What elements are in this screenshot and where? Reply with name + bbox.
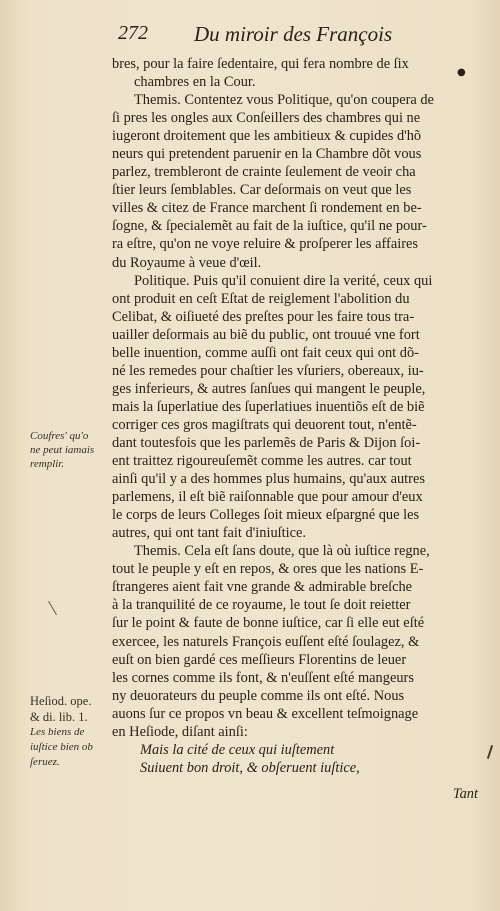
text-line: dant toutesfois que les parlemẽs de Paris & Dijon ſoi- — [112, 434, 421, 451]
text-line: Themis. Contentez vous Politique, qu'on coupera de — [134, 92, 434, 109]
margin-note-line: ne peut iamais — [30, 444, 95, 456]
margin-note-hesiod — [30, 693, 114, 770]
text-line: ſogne, & ſpecialemẽt au fait de la iuſtice, qu'il ne pour- — [112, 218, 427, 235]
margin-note-line: iuſtice bien ob — [30, 741, 93, 753]
verse-line: Suiuent bon droit, & obſeruent iuſtice, — [140, 759, 360, 776]
text-line: mais la ſuperlatiue des ſuperlatiues inuentiõs eſt de biẽ — [112, 398, 425, 415]
margin-note-line: ſeruez. — [30, 756, 60, 768]
text-line: à la tranquilité de ce royaume, le tout ſe doit reietter — [112, 597, 411, 614]
text-line: né les remedes pour chaſtier les vſuriers, obereaux, iu- — [112, 362, 424, 379]
text-line: ra eſtre, qu'on ne voye reluire & proſperer les affaires — [112, 236, 418, 253]
margin-note-line: Les biens de — [30, 726, 85, 738]
text-line: exercee, les naturels François euſſent eſté ſoulagez, & — [112, 633, 420, 650]
text-line: ſtier leurs ſemblables. Car deſormais on veut que les — [112, 182, 412, 199]
text-line: tout le peuple y eſt en repos, & ores que les nations E- — [112, 561, 424, 578]
text-line: iugeront droitement que les ambitieux & cupides d'hõ — [112, 128, 422, 145]
printer-mark: ● — [457, 67, 466, 78]
margin-note-line: & di. lib. 1. — [30, 710, 88, 724]
text-line: bres, pour la faire ſedentaire, qui fera nombre de ſix — [112, 56, 409, 72]
body-text — [112, 55, 484, 803]
text-line: Celibat, & oiſiueté des preſtes pour les faire tous tra- — [112, 308, 415, 325]
text-line: ainſi qu'il y a des hommes plus humains, qu'aux autres — [112, 471, 425, 488]
text-line: Themis. Cela eſt ſans doute, que là où iuſtice regne, — [134, 543, 430, 560]
catchword: Tant — [452, 785, 478, 802]
margin-note-line: remplir. — [30, 458, 65, 470]
text-line: chambres en la Cour. — [134, 74, 256, 91]
text-line: ont produit en ceſt Eſtat de reiglement l'abolition du — [112, 290, 410, 307]
text-line: du Royaume à veue d'œil. — [112, 254, 262, 271]
text-line: ſur le point & faute de bonne iuſtice, car ſi elle eut eſté — [112, 615, 425, 632]
text-line: parlez, trembleront de crainte ſeulement de veoir cha — [112, 164, 416, 181]
ink-mark — [48, 601, 57, 615]
text-line: le corps de leurs Colleges ſoit mieux eſpargné que les — [112, 507, 420, 524]
text-line: ny deuorateurs du peuple comme ils ont eſté. Nous — [112, 687, 405, 704]
text-line: autres, qui ont tant fait d'iniuſtice. — [112, 525, 307, 542]
text-line: auons ſur ce propos vn beau & excellent teſmoignage — [112, 705, 419, 722]
text-line: ſi pres les ongles aux Conſeillers des chambres qui ne — [112, 110, 421, 127]
page-number: 272 — [118, 22, 148, 44]
margin-note-line: Heſiod. ope. — [30, 694, 92, 708]
verse-line: Mais la cité de ceux qui iuſtement — [140, 741, 335, 758]
text-line: euſt on bien gardé ces meſſieurs Florentins de leuer — [112, 651, 407, 668]
text-line: Politique. Puis qu'il conuient dire la verité, ceux qui — [134, 272, 433, 289]
text-line: ſtrangeres aient fait vne grande & admirable breſche — [112, 579, 413, 596]
text-line: belle inuention, comme auſſi ont fait ceux qui ont dõ- — [112, 344, 419, 361]
text-line: corriger ces gros magiſtrats qui deuorent tout, n'entẽ- — [112, 416, 417, 433]
text-line: ges inferieurs, & autres ſanſues qui mangent le peuple, — [112, 380, 426, 397]
text-line: parlemens, il eſt biẽ raiſonnable que pour amour d'eux — [112, 489, 423, 506]
running-title: Du miroir des François — [194, 22, 393, 46]
text-line: en Heſiode, diſant ainſi: — [112, 723, 248, 740]
page-header — [118, 22, 418, 52]
ink-mark — [487, 745, 493, 759]
text-line: villes & citez de France marchent ſi rondement en be- — [112, 200, 422, 217]
text-line: neurs qui pretendent paruenir en la Chambre dõt vous — [112, 146, 422, 163]
text-line: uailler deſormais au biẽ du public, ont trouué vne fort — [112, 326, 420, 343]
text-line: ent traittez rigoureuſemẽt comme les autres. car tout — [112, 453, 412, 470]
margin-note-coufres — [30, 429, 114, 471]
text-line: les cornes comme ils font, & n'euſſent eſté mangeurs — [112, 669, 414, 686]
margin-note-line: Coufres' qu'o — [30, 430, 89, 442]
